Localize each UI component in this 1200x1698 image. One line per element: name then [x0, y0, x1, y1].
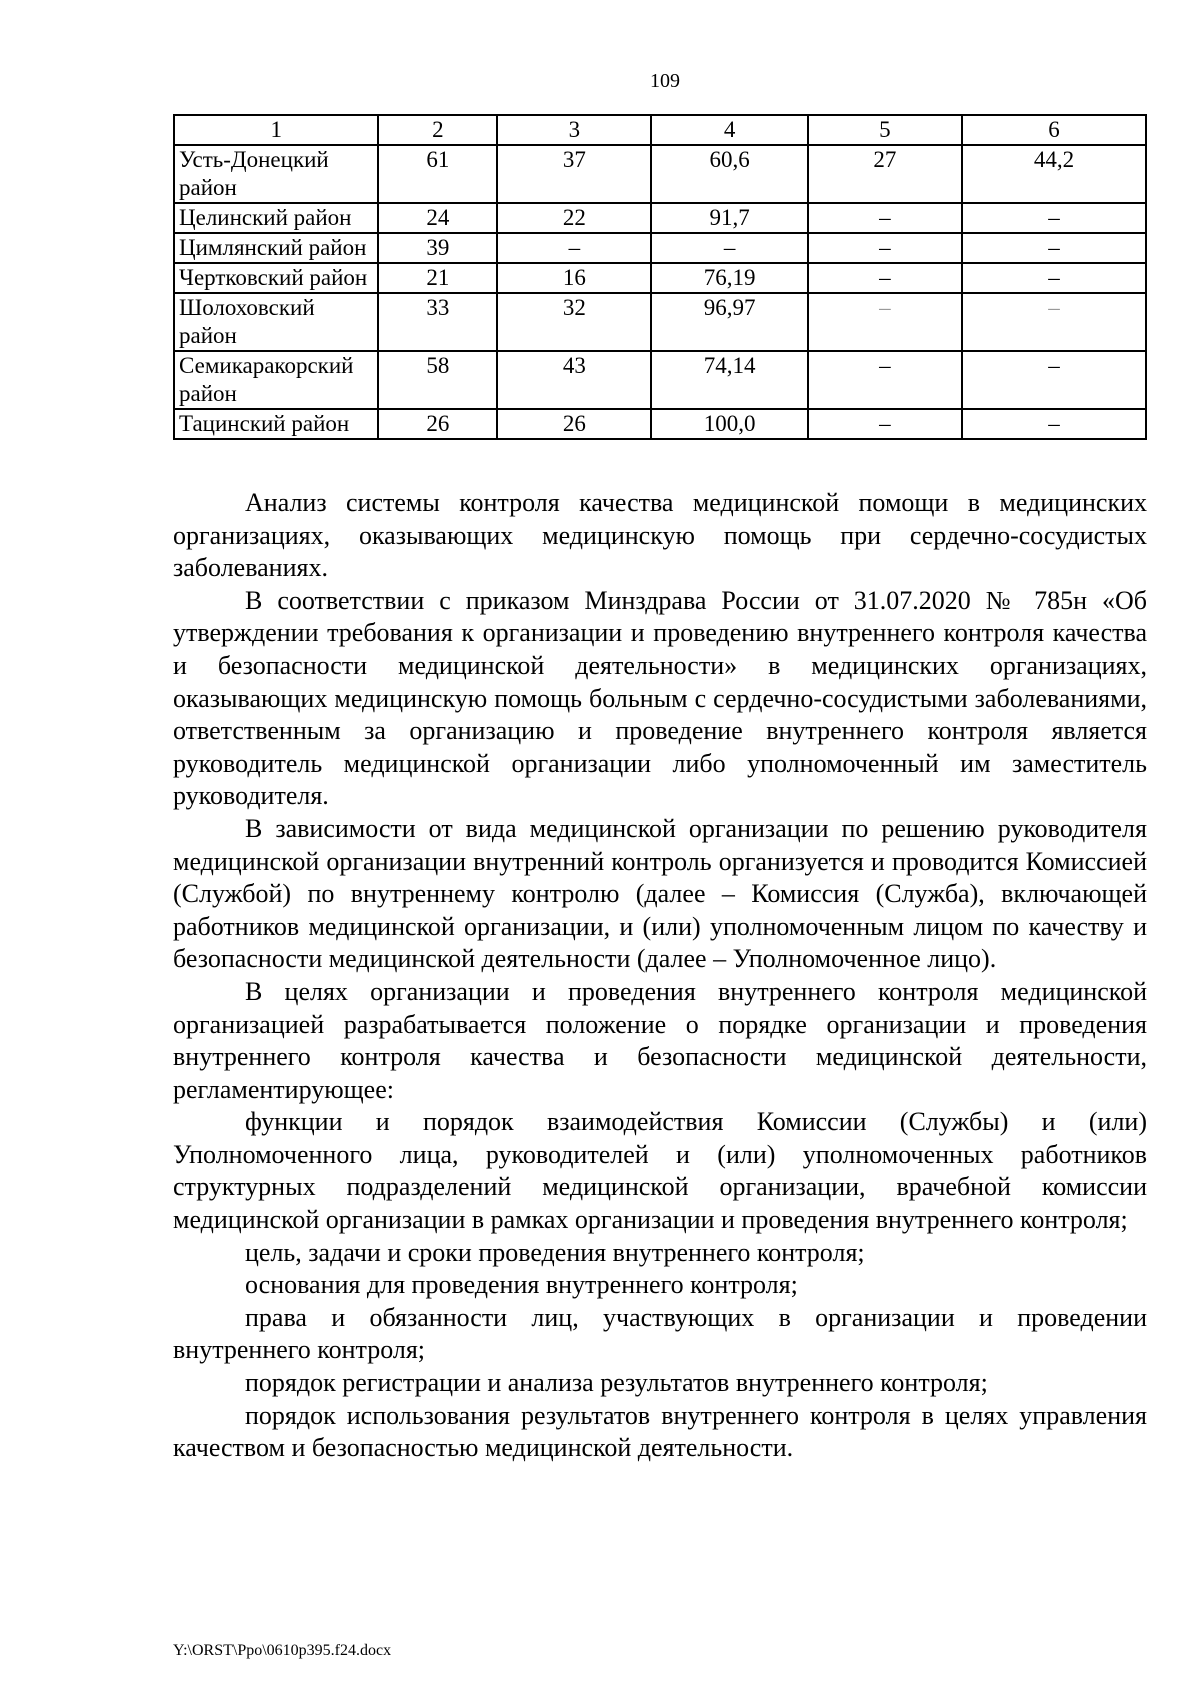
- table-cell: 74,14: [651, 351, 807, 409]
- table-cell: 44,2: [962, 145, 1146, 203]
- table-cell: 58: [378, 351, 497, 409]
- table-cell: –: [962, 351, 1146, 409]
- table-cell: –: [808, 293, 962, 351]
- table-cell: –: [962, 293, 1146, 351]
- paragraph: функции и порядок взаимодействия Комиссии (Службы) и (или) Уполномоченного лица, руководителей и (или) уполномоченных работников структурных подразделений медицинской организации, врачебной комиссии медицинской организации в рамках организации и проведения внутреннего контроля;: [173, 1107, 1147, 1235]
- page-number: 109: [650, 70, 680, 92]
- table-cell: 96,97: [651, 293, 807, 351]
- table-cell: –: [962, 263, 1146, 293]
- column-header: 5: [808, 115, 962, 145]
- table-cell: –: [808, 233, 962, 263]
- paragraph: порядок регистрации и анализа результатов внутреннего контроля;: [245, 1368, 988, 1398]
- table-cell: –: [808, 409, 962, 439]
- table-cell: 24: [378, 203, 497, 233]
- paragraph: В соответствии с приказом Минздрава России от 31.07.2020 № 785н «Об утверждении требования к организации и проведению внутреннего контроля качества и безопасности медицинской деятельности» в медицинских организациях, оказывающих медицинскую помощь больным с сердечно-сосудистыми заболеваниями, ответственным за организацию и проведение внутреннего контроля является руководитель медицинской организации либо уполномоченный им заместитель руководителя.: [173, 585, 1147, 811]
- table-cell: 26: [497, 409, 651, 439]
- table-cell: 22: [497, 203, 651, 233]
- table-cell: 16: [497, 263, 651, 293]
- paragraph: цель, задачи и сроки проведения внутреннего контроля;: [245, 1237, 865, 1267]
- paragraph: В зависимости от вида медицинской организации по решению руководителя медицинской организации внутренний контроль организуется и проводится Комиссией (Службой) по внутреннему контролю (далее – Комиссия (Служба), включающей работников медицинской организации, и (или) уполномоченным лицом по качеству и безопасности медицинской деятельности (далее – Уполномоченное лицо).: [173, 813, 1147, 974]
- table-cell: 27: [808, 145, 962, 203]
- column-header: 6: [962, 115, 1146, 145]
- table-cell: 43: [497, 351, 651, 409]
- paragraph: основания для проведения внутреннего контроля;: [245, 1270, 798, 1300]
- district-name: Цимлянский район: [174, 233, 378, 263]
- paragraph: права и обязанности лиц, участвующих в организации и проведении внутреннего контроля;: [173, 1302, 1147, 1365]
- table-cell: 100,0: [651, 409, 807, 439]
- table-cell: 91,7: [651, 203, 807, 233]
- table-cell: 33: [378, 293, 497, 351]
- table-cell: 60,6: [651, 145, 807, 203]
- footer-file-path: Y:\ORST\Рро\0610р395.f24.docx: [173, 1642, 392, 1659]
- table-cell: –: [962, 233, 1146, 263]
- table-row: [174, 263, 1146, 293]
- column-header: 3: [497, 115, 651, 145]
- table-cell: 32: [497, 293, 651, 351]
- district-name: Тацинский район: [174, 409, 378, 439]
- table-row: [174, 203, 1146, 233]
- table-row: [174, 293, 1146, 351]
- paragraph: Анализ системы контроля качества медицинской помощи в медицинских организациях, оказывающих медицинскую помощь при сердечно-сосудистых заболеваниях.: [173, 488, 1147, 583]
- table-cell: –: [651, 233, 807, 263]
- district-name: Чертковский район: [174, 263, 378, 293]
- district-name: Шолоховский район: [174, 293, 378, 351]
- table-cell: 26: [378, 409, 497, 439]
- table-cell: 61: [378, 145, 497, 203]
- district-name: Семикаракорский район: [174, 351, 378, 409]
- paragraph: В целях организации и проведения внутреннего контроля медицинской организацией разрабатывается положение о порядке организации и проведения внутреннего контроля качества и безопасности медицинской деятельности, регламентирующее:: [173, 976, 1147, 1104]
- table-cell: 39: [378, 233, 497, 263]
- district-name: Усть-Донецкий район: [174, 145, 378, 203]
- district-table: [173, 114, 1147, 440]
- table-cell: –: [808, 263, 962, 293]
- table-row: [174, 145, 1146, 203]
- table-header-row: [174, 115, 1146, 145]
- table-cell: 76,19: [651, 263, 807, 293]
- table-cell: 37: [497, 145, 651, 203]
- column-header: 4: [651, 115, 807, 145]
- district-name: Целинский район: [174, 203, 378, 233]
- table-cell: 21: [378, 263, 497, 293]
- table-cell: –: [497, 233, 651, 263]
- table-cell: –: [962, 203, 1146, 233]
- table-row: [174, 233, 1146, 263]
- column-header: 1: [174, 115, 378, 145]
- table-cell: –: [808, 203, 962, 233]
- table-cell: –: [962, 409, 1146, 439]
- table-row: [174, 351, 1146, 409]
- paragraph: порядок использования результатов внутреннего контроля в целях управления качеством и безопасностью медицинской деятельности.: [173, 1400, 1147, 1463]
- document-body: [173, 487, 1147, 1465]
- table-cell: –: [808, 351, 962, 409]
- table-row: [174, 409, 1146, 439]
- column-header: 2: [378, 115, 497, 145]
